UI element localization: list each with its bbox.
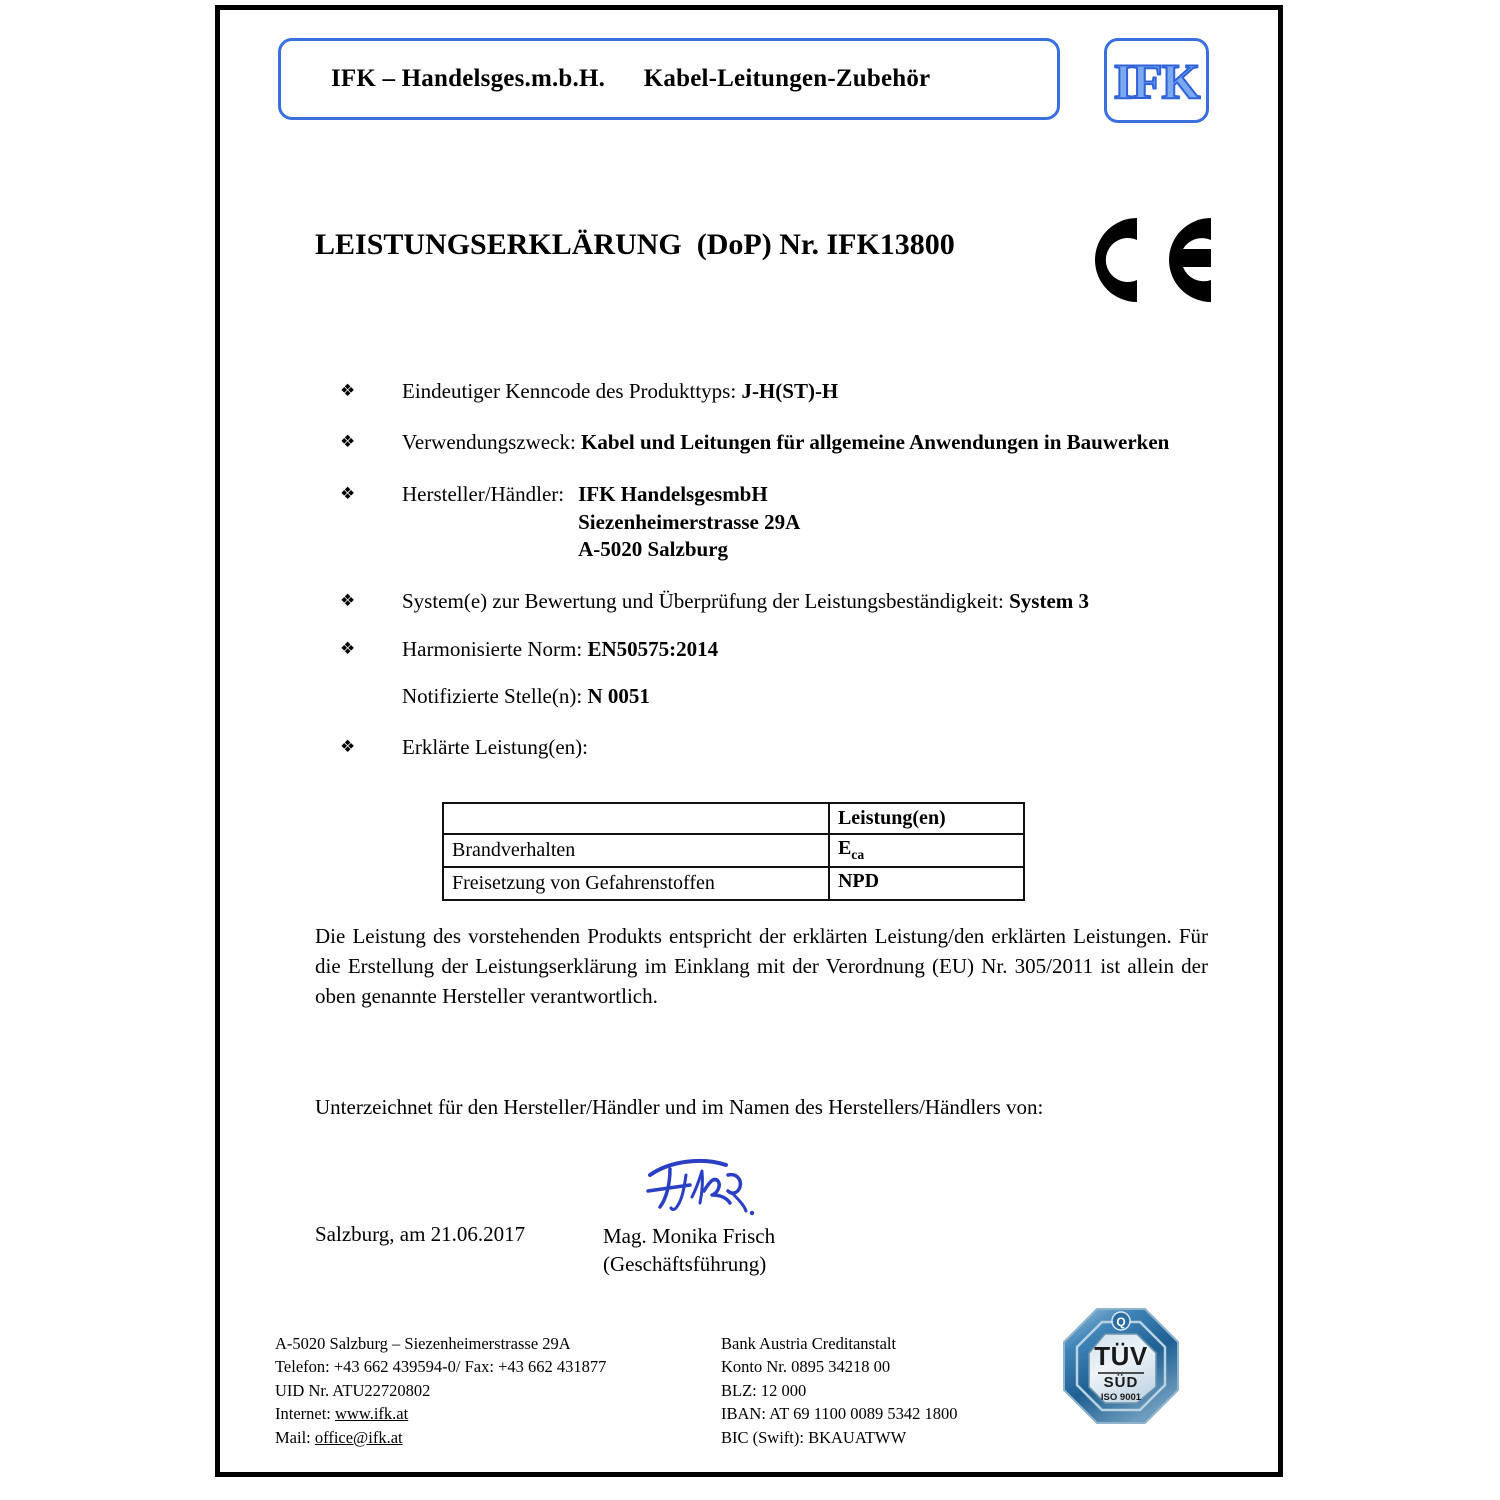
- bullet-icon: ❖: [340, 737, 356, 758]
- declaration-list: [340, 378, 1220, 786]
- performance-sub: ca: [851, 847, 865, 862]
- footer-bank-name: Bank Austria Creditanstalt: [721, 1334, 897, 1353]
- table-header-row: [443, 803, 1024, 834]
- footer-website-link[interactable]: www.ifk.at: [335, 1404, 409, 1424]
- footer-internet-label: Internet:: [275, 1404, 336, 1424]
- list-item-system: [340, 588, 1220, 615]
- list-item-kenncode: [340, 378, 1220, 405]
- table-row: [443, 867, 1024, 900]
- address-line-3: A-5020 Salzburg: [578, 537, 729, 562]
- svg-text:TÜV: TÜV: [1094, 1341, 1148, 1371]
- system-line: [402, 588, 1220, 615]
- system-value: System 3: [1009, 589, 1090, 614]
- notifizierte-stelle-label: Notifizierte Stelle(n):: [402, 683, 588, 708]
- hersteller-label: Hersteller/Händler:: [402, 481, 565, 506]
- footer-mail-label: Mail:: [275, 1427, 315, 1447]
- handwritten-signature-icon: [640, 1145, 790, 1230]
- list-item-hersteller: [340, 481, 1220, 565]
- svg-text:SÜD: SÜD: [1103, 1374, 1139, 1391]
- table-header-performance: Leistung(en): [829, 803, 1024, 834]
- verwendungszweck-label: Verwendungszweck:: [402, 430, 582, 455]
- performance-main: NPD: [837, 870, 880, 892]
- footer-bic: BIC (Swift): BKAUATWW: [721, 1427, 907, 1447]
- footer-phone-fax: Telefon: +43 662 439594-0/ Fax: +43 662 431877: [275, 1357, 607, 1377]
- bullet-icon: ❖: [340, 638, 356, 659]
- list-item-norm: [340, 636, 1220, 663]
- footer-iban: IBAN: AT 69 1100 0089 5342 1800: [721, 1404, 958, 1424]
- footer-contact-column: [275, 1332, 655, 1449]
- norm-line: [402, 636, 1220, 663]
- table-header-characteristic: [443, 803, 829, 834]
- performance-table: [442, 802, 1025, 901]
- signature-intro: Unterzeichnet für den Hersteller/Händler und im Namen des Herstellers/Händlers von:: [315, 1095, 1044, 1119]
- list-item-erklaerte-leistung: [340, 734, 1220, 761]
- verwendungszweck-value: Kabel und Leitungen für allgemeine Anwendungen in Bauwerken: [581, 430, 1170, 455]
- ifk-logo-text: IFK: [1113, 52, 1200, 109]
- header-company-text: IFK – Handelsges.m.b.H. Kabel-Leitungen-Zubehör: [331, 65, 931, 92]
- page-title: LEISTUNGSERKLÄRUNG (DoP) Nr. IFK13800: [315, 228, 955, 261]
- table-cell-characteristic: Brandverhalten: [443, 834, 829, 867]
- list-item-verwendungszweck: [340, 429, 1220, 456]
- signatory-name: Mag. Monika Frisch: [603, 1224, 776, 1248]
- footer-uid: UID Nr. ATU22720802: [275, 1380, 431, 1400]
- table-cell-characteristic: Freisetzung von Gefahrenstoffen: [443, 867, 829, 900]
- document-page: [215, 5, 1283, 1477]
- bullet-icon: ❖: [340, 483, 356, 504]
- svg-text:Q: Q: [1116, 1315, 1126, 1329]
- address-line-1: IFK HandelsgesmbH: [578, 481, 768, 506]
- bullet-icon: ❖: [340, 591, 356, 612]
- notifizierte-stelle-line: [402, 683, 1220, 710]
- verwendungszweck-line: [402, 429, 1220, 456]
- tuv-sud-logo-icon: [1060, 1305, 1182, 1432]
- hersteller-address: [578, 481, 800, 565]
- system-label: System(e) zur Bewertung und Überprüfung der Leistungsbeständigkeit:: [402, 589, 1010, 614]
- notifizierte-stelle-value: N 0051: [587, 683, 650, 708]
- table-cell-performance: [829, 867, 1024, 900]
- signatory-role: (Geschäftsführung): [603, 1252, 767, 1277]
- svg-text:ISO 9001: ISO 9001: [1100, 1392, 1142, 1403]
- footer-mail-line: [275, 1426, 655, 1449]
- table-row: [443, 834, 1024, 867]
- footer-internet-line: [275, 1402, 655, 1425]
- table-cell-performance: [829, 834, 1024, 867]
- norm-label: Harmonisierte Norm:: [402, 636, 588, 661]
- header-company-box: [278, 38, 1060, 120]
- bullet-icon: ❖: [340, 432, 356, 453]
- kenncode-line: [402, 378, 1220, 405]
- footer-blz: BLZ: 12 000: [721, 1380, 807, 1400]
- footer-email-link[interactable]: office@ifk.at: [314, 1427, 403, 1447]
- norm-value: EN50575:2014: [587, 636, 719, 661]
- responsibility-statement: Die Leistung des vorstehenden Produkts entspricht der erklärten Leistung/den erklärten Leistungen. Für die Erstellung der Leistungserklärung im Einklang mit der Verordnung (EU) Nr. 305/2011 ist allein der oben genannte Hersteller verantwortlich.: [315, 924, 1208, 1008]
- bullet-icon: ❖: [340, 381, 356, 401]
- erklaerte-leistung-label: Erklärte Leistung(en):: [402, 735, 589, 760]
- ce-mark-icon: [1085, 210, 1215, 315]
- kenncode-label: Eindeutiger Kenncode des Produkttyps:: [402, 379, 742, 403]
- address-line-2: Siezenheimerstrasse 29A: [578, 509, 801, 534]
- kenncode-value: J-H(ST)-H: [741, 379, 839, 403]
- ifk-logo-box: [1104, 38, 1209, 123]
- footer-bank-column: [721, 1332, 1051, 1449]
- footer-address: A-5020 Salzburg – Siezenheimerstrasse 29A: [275, 1334, 571, 1353]
- signatory-block: [603, 1222, 775, 1279]
- footer-account-number: Konto Nr. 0895 34218 00: [721, 1357, 891, 1377]
- performance-main: E: [837, 837, 852, 859]
- signature-place-date: Salzburg, am 21.06.2017: [315, 1222, 526, 1246]
